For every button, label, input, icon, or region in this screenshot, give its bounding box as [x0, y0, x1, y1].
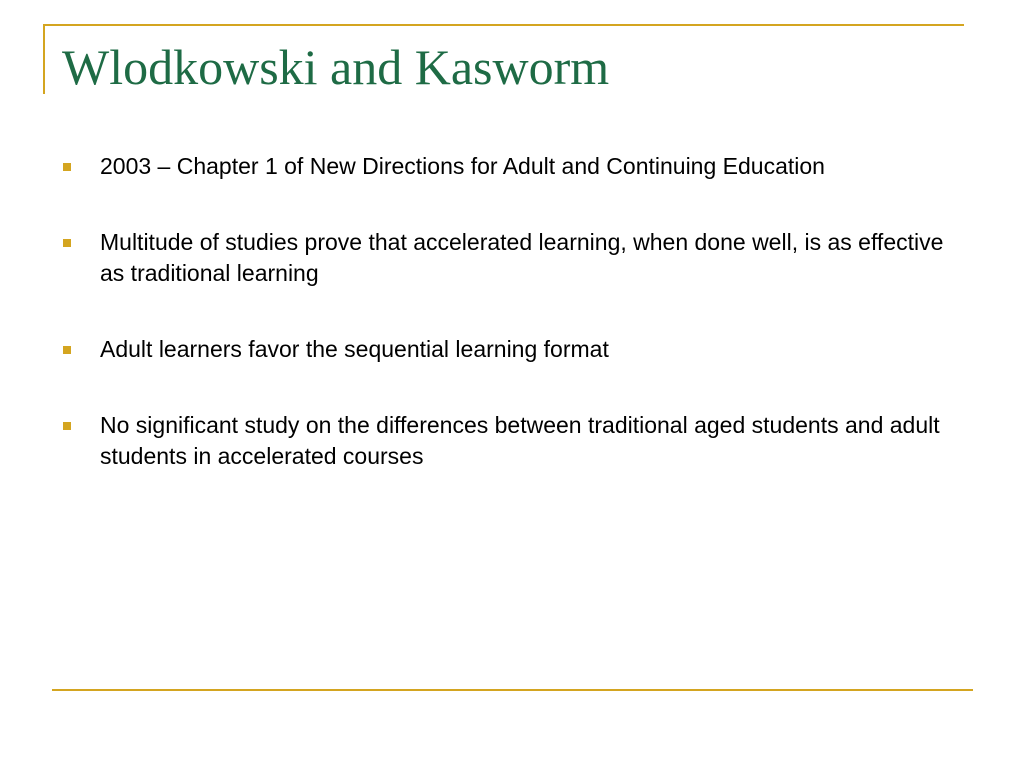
slide-title: Wlodkowski and Kasworm	[62, 39, 610, 95]
square-bullet-icon	[63, 422, 71, 430]
bullet-list	[62, 151, 972, 517]
bullet-text: Multitude of studies prove that accelerated learning, when done well, is as effective as traditional learning	[100, 229, 944, 286]
bullet-item	[62, 227, 972, 289]
square-bullet-icon	[63, 163, 71, 171]
frame-line-left	[43, 24, 45, 94]
bullet-text: Adult learners favor the sequential learning format	[100, 336, 609, 362]
square-bullet-icon	[63, 239, 71, 247]
bullet-text: 2003 – Chapter 1 of New Directions for Adult and Continuing Education	[100, 153, 825, 179]
bullet-item	[62, 334, 972, 365]
bullet-item	[62, 410, 972, 472]
bullet-item	[62, 151, 972, 182]
square-bullet-icon	[63, 346, 71, 354]
bullet-text: No significant study on the differences between traditional aged students and adult students in accelerated courses	[100, 412, 940, 469]
frame-line-top	[43, 24, 964, 26]
frame-line-bottom	[52, 689, 973, 691]
